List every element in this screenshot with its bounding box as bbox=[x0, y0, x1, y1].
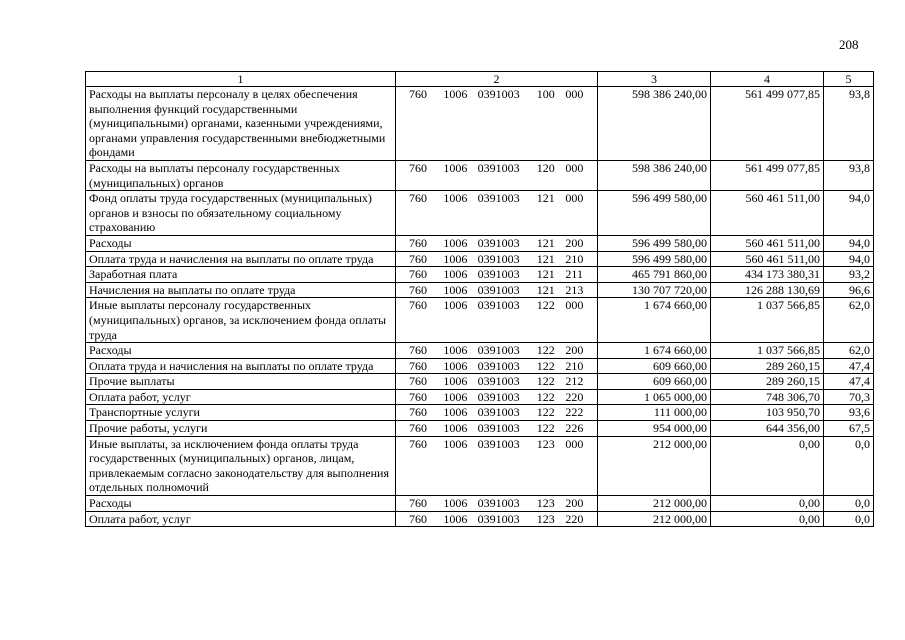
row-value-c5: 0,0 bbox=[824, 496, 874, 512]
table-row bbox=[86, 267, 874, 283]
row-code-4: 122 bbox=[536, 343, 555, 358]
row-value-c4: 560 461 511,00 bbox=[711, 191, 824, 236]
row-code-1: 760 bbox=[409, 160, 427, 175]
row-value-c3: 1 065 000,00 bbox=[598, 389, 711, 405]
row-code-2: 1006 bbox=[443, 267, 468, 282]
row-value-c3: 954 000,00 bbox=[598, 421, 711, 437]
row-value-c3: 111 000,00 bbox=[598, 405, 711, 421]
row-code-2: 1006 bbox=[443, 251, 468, 266]
row-name: Оплата работ, услуг bbox=[86, 511, 396, 527]
row-code-4: 123 bbox=[536, 436, 555, 451]
row-value-c3: 1 674 660,00 bbox=[598, 343, 711, 359]
row-code-1: 760 bbox=[409, 511, 427, 526]
row-code-1: 760 bbox=[409, 251, 427, 266]
row-code-2: 1006 bbox=[443, 282, 468, 297]
row-codes bbox=[396, 405, 598, 421]
table-row bbox=[86, 496, 874, 512]
row-value-c5: 96,6 bbox=[824, 282, 874, 298]
row-code-2: 1006 bbox=[443, 87, 468, 101]
row-code-5: 220 bbox=[565, 511, 584, 526]
row-value-c3: 212 000,00 bbox=[598, 436, 711, 495]
row-code-3: 0391003 bbox=[477, 421, 520, 436]
table-row bbox=[86, 191, 874, 236]
row-value-c3: 596 499 580,00 bbox=[598, 191, 711, 236]
table-row bbox=[86, 235, 874, 251]
row-name: Заработная плата bbox=[86, 267, 396, 283]
row-code-1: 760 bbox=[409, 87, 427, 101]
row-code-3: 0391003 bbox=[477, 282, 520, 297]
row-codes bbox=[396, 267, 598, 283]
row-code-3: 0391003 bbox=[477, 235, 520, 250]
row-value-c5: 70,3 bbox=[824, 389, 874, 405]
row-value-c5: 94,0 bbox=[824, 235, 874, 251]
row-value-c5: 47,4 bbox=[824, 374, 874, 390]
row-codes bbox=[396, 496, 598, 512]
row-code-4: 100 bbox=[536, 87, 555, 101]
row-code-4: 121 bbox=[536, 235, 555, 250]
row-code-5: 000 bbox=[565, 298, 584, 313]
row-value-c4: 748 306,70 bbox=[711, 389, 824, 405]
row-value-c5: 0,0 bbox=[824, 436, 874, 495]
row-code-4: 122 bbox=[536, 358, 555, 373]
row-code-2: 1006 bbox=[443, 358, 468, 373]
row-name: Оплата труда и начисления на выплаты по оплате труда bbox=[86, 251, 396, 267]
row-codes bbox=[396, 343, 598, 359]
table-row bbox=[86, 251, 874, 267]
row-code-5: 226 bbox=[565, 421, 584, 436]
table-row bbox=[86, 389, 874, 405]
row-value-c4: 289 260,15 bbox=[711, 358, 824, 374]
row-code-2: 1006 bbox=[443, 160, 468, 175]
row-codes bbox=[396, 511, 598, 527]
row-code-1: 760 bbox=[409, 374, 427, 389]
table-row bbox=[86, 160, 874, 190]
column-header-3: 3 bbox=[598, 72, 711, 87]
row-value-c4: 0,00 bbox=[711, 436, 824, 495]
row-code-1: 760 bbox=[409, 267, 427, 282]
row-code-3: 0391003 bbox=[477, 511, 520, 526]
row-code-1: 760 bbox=[409, 421, 427, 436]
row-code-1: 760 bbox=[409, 298, 427, 313]
column-header-4: 4 bbox=[711, 72, 824, 87]
table-row bbox=[86, 298, 874, 343]
row-code-5: 200 bbox=[565, 496, 584, 511]
row-code-2: 1006 bbox=[443, 343, 468, 358]
row-value-c4: 0,00 bbox=[711, 496, 824, 512]
row-code-3: 0391003 bbox=[477, 496, 520, 511]
row-code-3: 0391003 bbox=[477, 405, 520, 420]
row-value-c5: 67,5 bbox=[824, 421, 874, 437]
table-row bbox=[86, 421, 874, 437]
row-codes bbox=[396, 235, 598, 251]
row-value-c5: 0,0 bbox=[824, 511, 874, 527]
row-value-c4: 103 950,70 bbox=[711, 405, 824, 421]
row-name: Расходы на выплаты персоналу государственных (муниципальных) органов bbox=[86, 160, 396, 190]
row-code-2: 1006 bbox=[443, 389, 468, 404]
row-name: Оплата работ, услуг bbox=[86, 389, 396, 405]
row-code-1: 760 bbox=[409, 235, 427, 250]
column-header-5: 5 bbox=[824, 72, 874, 87]
row-code-5: 210 bbox=[565, 251, 584, 266]
row-code-1: 760 bbox=[409, 282, 427, 297]
row-code-4: 121 bbox=[536, 251, 555, 266]
row-code-3: 0391003 bbox=[477, 160, 520, 175]
row-value-c5: 47,4 bbox=[824, 358, 874, 374]
row-code-5: 000 bbox=[565, 436, 584, 451]
row-code-4: 122 bbox=[536, 298, 555, 313]
row-value-c4: 560 461 511,00 bbox=[711, 251, 824, 267]
row-code-4: 122 bbox=[536, 389, 555, 404]
row-code-2: 1006 bbox=[443, 405, 468, 420]
row-value-c4: 289 260,15 bbox=[711, 374, 824, 390]
row-code-4: 121 bbox=[536, 267, 555, 282]
row-name: Иные выплаты персоналу государственных (муниципальных) органов, за исключением фонда оплаты труда bbox=[86, 298, 396, 343]
row-name: Прочие выплаты bbox=[86, 374, 396, 390]
row-code-5: 212 bbox=[565, 374, 584, 389]
row-name: Расходы bbox=[86, 343, 396, 359]
row-code-2: 1006 bbox=[443, 511, 468, 526]
row-value-c5: 62,0 bbox=[824, 343, 874, 359]
table-header-row bbox=[86, 72, 874, 87]
row-code-3: 0391003 bbox=[477, 358, 520, 373]
column-header-1: 1 bbox=[86, 72, 396, 87]
row-value-c4: 0,00 bbox=[711, 511, 824, 527]
row-code-2: 1006 bbox=[443, 436, 468, 451]
row-code-2: 1006 bbox=[443, 298, 468, 313]
row-name: Прочие работы, услуги bbox=[86, 421, 396, 437]
row-code-3: 0391003 bbox=[477, 374, 520, 389]
row-code-5: 222 bbox=[565, 405, 584, 420]
row-name: Фонд оплаты труда государственных (муниципальных) органов и взносы по обязательному социальному страхованию bbox=[86, 191, 396, 236]
table-row bbox=[86, 87, 874, 161]
row-code-2: 1006 bbox=[443, 496, 468, 511]
row-code-1: 760 bbox=[409, 436, 427, 451]
row-value-c5: 94,0 bbox=[824, 251, 874, 267]
row-name: Начисления на выплаты по оплате труда bbox=[86, 282, 396, 298]
row-code-4: 123 bbox=[536, 496, 555, 511]
row-code-3: 0391003 bbox=[477, 251, 520, 266]
row-code-4: 122 bbox=[536, 374, 555, 389]
row-codes bbox=[396, 436, 598, 495]
row-code-4: 121 bbox=[536, 282, 555, 297]
row-value-c5: 93,8 bbox=[824, 160, 874, 190]
row-code-3: 0391003 bbox=[477, 267, 520, 282]
row-code-5: 200 bbox=[565, 235, 584, 250]
row-code-1: 760 bbox=[409, 389, 427, 404]
row-code-4: 122 bbox=[536, 405, 555, 420]
row-code-2: 1006 bbox=[443, 235, 468, 250]
row-code-2: 1006 bbox=[443, 421, 468, 436]
row-value-c4: 1 037 566,85 bbox=[711, 298, 824, 343]
row-code-1: 760 bbox=[409, 191, 427, 206]
row-codes bbox=[396, 298, 598, 343]
row-codes bbox=[396, 160, 598, 190]
row-name: Транспортные услуги bbox=[86, 405, 396, 421]
row-value-c4: 561 499 077,85 bbox=[711, 160, 824, 190]
row-value-c5: 93,2 bbox=[824, 267, 874, 283]
row-value-c3: 596 499 580,00 bbox=[598, 251, 711, 267]
table-row bbox=[86, 374, 874, 390]
row-code-4: 121 bbox=[536, 191, 555, 206]
row-value-c5: 93,6 bbox=[824, 405, 874, 421]
row-codes bbox=[396, 358, 598, 374]
row-value-c4: 644 356,00 bbox=[711, 421, 824, 437]
row-value-c4: 434 173 380,31 bbox=[711, 267, 824, 283]
table-row bbox=[86, 282, 874, 298]
row-codes bbox=[396, 421, 598, 437]
row-code-3: 0391003 bbox=[477, 87, 520, 101]
row-value-c4: 126 288 130,69 bbox=[711, 282, 824, 298]
row-value-c3: 596 499 580,00 bbox=[598, 235, 711, 251]
row-value-c5: 94,0 bbox=[824, 191, 874, 236]
row-code-3: 0391003 bbox=[477, 389, 520, 404]
table-row bbox=[86, 511, 874, 527]
row-code-5: 211 bbox=[565, 267, 583, 282]
row-codes bbox=[396, 374, 598, 390]
row-code-1: 760 bbox=[409, 405, 427, 420]
row-code-3: 0391003 bbox=[477, 191, 520, 206]
column-header-2: 2 bbox=[396, 72, 598, 87]
row-name: Иные выплаты, за исключением фонда оплаты труда государственных (муниципальных) органов, лицам, привлекаемым согласно законодательству для выполнения отдельных полномочий bbox=[86, 436, 396, 495]
row-name: Расходы на выплаты персоналу в целях обеспечения выполнения функций государственными (муниципальными) органами, казенными учреждениями, органами управления государственными внебюджетными фондами bbox=[86, 87, 396, 161]
row-codes bbox=[396, 87, 598, 161]
table-row bbox=[86, 436, 874, 495]
page-number: 208 bbox=[839, 37, 859, 52]
row-value-c3: 212 000,00 bbox=[598, 496, 711, 512]
row-code-3: 0391003 bbox=[477, 436, 520, 451]
row-code-4: 122 bbox=[536, 421, 555, 436]
row-value-c3: 130 707 720,00 bbox=[598, 282, 711, 298]
table-row bbox=[86, 405, 874, 421]
row-code-5: 000 bbox=[565, 160, 584, 175]
row-code-3: 0391003 bbox=[477, 298, 520, 313]
row-value-c3: 609 660,00 bbox=[598, 374, 711, 390]
row-code-2: 1006 bbox=[443, 191, 468, 206]
row-value-c3: 212 000,00 bbox=[598, 511, 711, 527]
row-value-c3: 598 386 240,00 bbox=[598, 87, 711, 161]
table-row bbox=[86, 358, 874, 374]
row-value-c3: 1 674 660,00 bbox=[598, 298, 711, 343]
row-code-5: 200 bbox=[565, 343, 584, 358]
row-code-5: 213 bbox=[565, 282, 584, 297]
row-codes bbox=[396, 191, 598, 236]
row-name: Расходы bbox=[86, 235, 396, 251]
row-code-1: 760 bbox=[409, 496, 427, 511]
row-name: Расходы bbox=[86, 496, 396, 512]
row-codes bbox=[396, 389, 598, 405]
row-code-5: 210 bbox=[565, 358, 584, 373]
table-body bbox=[86, 87, 874, 527]
row-value-c5: 62,0 bbox=[824, 298, 874, 343]
row-code-3: 0391003 bbox=[477, 343, 520, 358]
row-code-5: 000 bbox=[565, 87, 584, 101]
row-value-c4: 1 037 566,85 bbox=[711, 343, 824, 359]
row-codes bbox=[396, 251, 598, 267]
row-code-1: 760 bbox=[409, 358, 427, 373]
row-name: Оплата труда и начисления на выплаты по оплате труда bbox=[86, 358, 396, 374]
row-value-c3: 598 386 240,00 bbox=[598, 160, 711, 190]
row-value-c3: 609 660,00 bbox=[598, 358, 711, 374]
row-code-4: 120 bbox=[536, 160, 555, 175]
row-value-c4: 560 461 511,00 bbox=[711, 235, 824, 251]
row-value-c3: 465 791 860,00 bbox=[598, 267, 711, 283]
table-row bbox=[86, 343, 874, 359]
row-codes bbox=[396, 282, 598, 298]
row-code-4: 123 bbox=[536, 511, 555, 526]
row-code-1: 760 bbox=[409, 343, 427, 358]
row-code-5: 000 bbox=[565, 191, 584, 206]
row-code-5: 220 bbox=[565, 389, 584, 404]
row-value-c5: 93,8 bbox=[824, 87, 874, 161]
budget-table bbox=[85, 71, 874, 527]
row-value-c4: 561 499 077,85 bbox=[711, 87, 824, 161]
row-code-2: 1006 bbox=[443, 374, 468, 389]
